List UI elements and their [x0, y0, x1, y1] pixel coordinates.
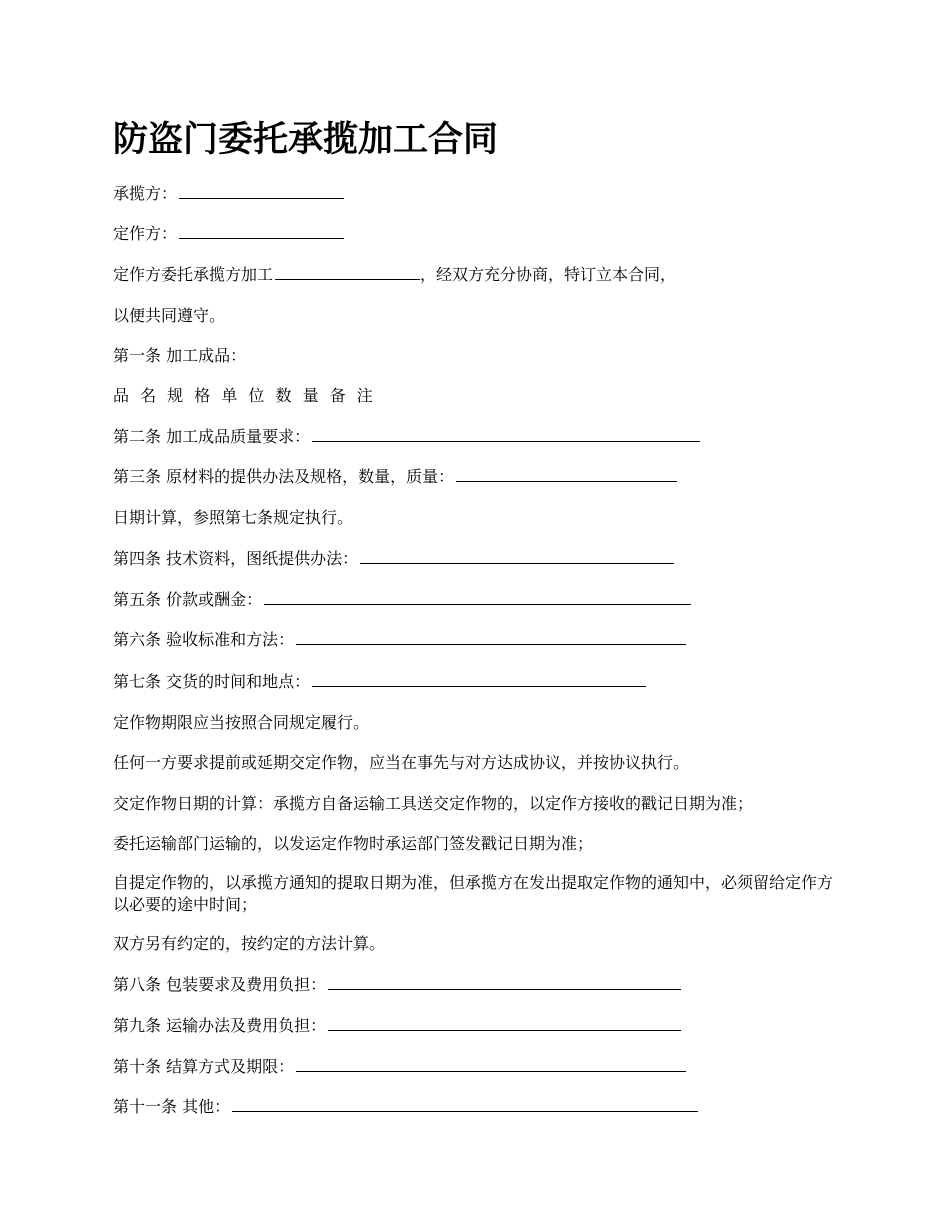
article-1-columns: 品 名 规 格 单 位 数 量 备 注 — [113, 386, 376, 405]
article-8-line — [113, 975, 681, 995]
article-11: 第十一条 其他： — [113, 1097, 231, 1116]
article-7-line — [113, 672, 646, 692]
article-2: 第二条 加工成品质量要求： — [113, 427, 311, 446]
article-7-para-1: 定作物期限应当按照合同规定履行。 — [113, 713, 370, 732]
article-7: 第七条 交货的时间和地点： — [113, 672, 311, 691]
article-9: 第九条 运输办法及费用负担： — [113, 1016, 327, 1035]
article-3-line — [113, 467, 677, 487]
article-4-line — [113, 549, 674, 569]
article-9-blank[interactable] — [328, 1016, 681, 1031]
article-7-para-2: 任何一方要求提前或延期交定作物，应当在事先与对方达成协议，并按协议执行。 — [113, 753, 690, 772]
article-10-line — [113, 1057, 686, 1077]
client-blank[interactable] — [179, 224, 344, 239]
article-4: 第四条 技术资料，图纸提供办法： — [113, 549, 359, 568]
article-6-line — [113, 630, 686, 650]
contractor-label: 承揽方： — [113, 184, 178, 203]
article-8-blank[interactable] — [328, 975, 681, 990]
contractor-line — [113, 184, 344, 204]
article-2-blank[interactable] — [312, 427, 700, 442]
article-7-para-6: 双方另有约定的，按约定的方法计算。 — [113, 934, 386, 953]
article-4-blank[interactable] — [360, 549, 674, 564]
article-3-note: 日期计算，参照第七条规定执行。 — [113, 508, 354, 527]
client-line — [113, 224, 344, 244]
product-blank[interactable] — [275, 265, 420, 280]
client-label: 定作方： — [113, 224, 178, 243]
article-10-blank[interactable] — [296, 1057, 686, 1072]
article-11-blank[interactable] — [232, 1097, 698, 1112]
article-11-line — [113, 1097, 698, 1117]
article-7-blank[interactable] — [312, 672, 646, 687]
intro-text-b: ，经双方充分协商，特订立本合同， — [420, 265, 677, 284]
intro-line-2: 以便共同遵守。 — [113, 306, 226, 325]
document-title: 防盗门委托承揽加工合同 — [113, 119, 499, 160]
article-5-blank[interactable] — [264, 590, 691, 605]
article-1: 第一条 加工成品： — [113, 346, 247, 365]
article-10: 第十条 结算方式及期限： — [113, 1057, 295, 1076]
contractor-blank[interactable] — [179, 184, 344, 199]
article-7-para-3: 交定作物日期的计算：承揽方自备运输工具送交定作物的，以定作方接收的戳记日期为准； — [113, 794, 754, 813]
article-7-para-4: 委托运输部门运输的，以发运定作物时承运部门签发戳记日期为准； — [113, 834, 594, 853]
intro-line — [113, 265, 676, 285]
article-2-line — [113, 427, 700, 447]
article-7-para-5: 自提定作物的，以承揽方通知的提取日期为准，但承揽方在发出提取定作物的通知中，必须留给定作方以必要的途中时间； — [113, 873, 834, 914]
article-6-blank[interactable] — [296, 630, 686, 645]
intro-text-a: 定作方委托承揽方加工 — [113, 265, 274, 284]
article-5-line — [113, 590, 691, 610]
article-8: 第八条 包装要求及费用负担： — [113, 975, 327, 994]
article-3: 第三条 原材料的提供办法及规格，数量，质量： — [113, 467, 455, 486]
article-6: 第六条 验收标准和方法： — [113, 630, 295, 649]
article-9-line — [113, 1016, 681, 1036]
article-3-blank[interactable] — [456, 467, 677, 482]
article-5: 第五条 价款或酬金： — [113, 590, 263, 609]
